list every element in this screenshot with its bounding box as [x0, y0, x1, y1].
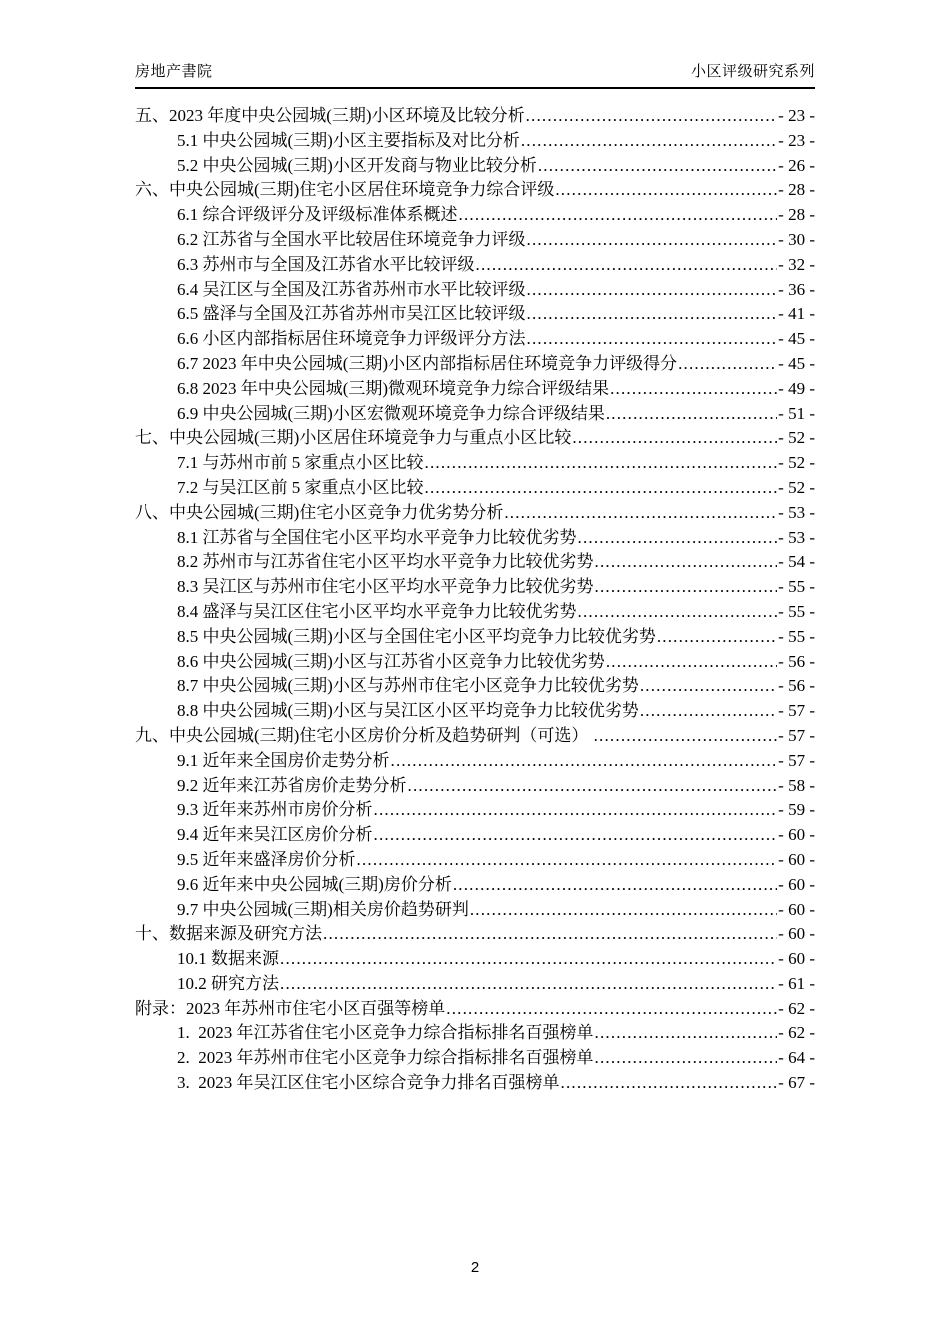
toc-entry-label: 6.8 2023 年中央公园城(三期)微观环境竞争力综合评级结果	[177, 378, 610, 398]
toc-leader-dots	[504, 501, 777, 526]
toc-entry-page: - 45 -	[778, 329, 815, 349]
toc-entry-page: - 55 -	[778, 601, 815, 621]
toc-entry[interactable]	[135, 674, 815, 699]
toc-leader-dots	[606, 650, 777, 675]
toc-leader-dots	[657, 625, 777, 650]
toc-leader-dots	[357, 848, 778, 873]
toc-entry-page: - 56 -	[778, 651, 815, 671]
toc-entry-page: - 30 -	[778, 229, 815, 249]
toc-leader-dots	[527, 302, 778, 327]
toc-leader-dots	[610, 377, 777, 402]
toc-entry-page: - 52 -	[778, 453, 815, 473]
toc-entry[interactable]	[135, 352, 815, 377]
toc-entry-page: - 60 -	[778, 874, 815, 894]
toc-entry-page: - 54 -	[778, 552, 815, 572]
toc-entry-page: - 62 -	[778, 1023, 815, 1043]
header-left-text: 房地产書院	[135, 64, 213, 80]
toc-leader-dots	[561, 1071, 778, 1096]
toc-leader-dots	[446, 997, 777, 1022]
toc-entry-label: 10.2 研究方法	[177, 973, 279, 993]
toc-entry-label: 6.9 中央公园城(三期)小区宏微观环境竞争力综合评级结果	[177, 403, 605, 423]
toc-entry[interactable]	[135, 1046, 815, 1071]
toc-entry-label: 8.7 中央公园城(三期)小区与苏州市住宅小区竞争力比较优劣势	[177, 676, 639, 696]
toc-leader-dots	[527, 327, 778, 352]
toc-entry[interactable]	[135, 501, 815, 526]
toc-entry[interactable]	[135, 898, 815, 923]
toc-entry[interactable]	[135, 228, 815, 253]
toc-entry-page: - 51 -	[778, 403, 815, 423]
toc-entry-label: 8.4 盛泽与吴江区住宅小区平均水平竞争力比较优劣势	[177, 601, 577, 621]
toc-entry-label: 9.4 近年来吴江区房价分析	[177, 825, 373, 845]
toc-entry-page: - 59 -	[778, 800, 815, 820]
toc-entry-page: - 53 -	[778, 502, 815, 522]
table-of-contents	[135, 104, 815, 1096]
toc-leader-dots	[323, 922, 777, 947]
toc-entry[interactable]	[135, 302, 815, 327]
toc-entry-page: - 57 -	[778, 725, 815, 745]
toc-entry-page: - 45 -	[778, 353, 815, 373]
toc-entry[interactable]	[135, 451, 815, 476]
toc-entry[interactable]	[135, 724, 815, 749]
toc-entry-label: 8.8 中央公园城(三期)小区与吴江区小区平均竞争力比较优劣势	[177, 701, 639, 721]
toc-entry[interactable]	[135, 550, 815, 575]
toc-entry-label: 6.1 综合评级评分及评级标准体系概述	[177, 205, 458, 225]
toc-entry-label: 10.1 数据来源	[177, 949, 279, 969]
toc-entry-page: - 60 -	[778, 949, 815, 969]
toc-entry[interactable]	[135, 774, 815, 799]
toc-entry-label: 6.6 小区内部指标居住环境竞争力评级评分方法	[177, 329, 526, 349]
toc-entry-label: 六、中央公园城(三期)住宅小区居住环境竞争力综合评级	[135, 180, 555, 200]
toc-entry-label: 9.1 近年来全国房价走势分析	[177, 750, 390, 770]
toc-entry-page: - 57 -	[778, 701, 815, 721]
toc-leader-dots	[521, 129, 777, 154]
toc-entry[interactable]	[135, 203, 815, 228]
toc-entry[interactable]	[135, 1021, 815, 1046]
toc-leader-dots	[280, 947, 777, 972]
toc-entry-label: 九、中央公园城(三期)住宅小区房价分析及趋势研判（可选）	[135, 725, 593, 745]
toc-entry-page: - 26 -	[778, 155, 815, 175]
toc-entry[interactable]	[135, 104, 815, 129]
toc-leader-dots	[470, 898, 777, 923]
toc-leader-dots	[595, 550, 778, 575]
toc-leader-dots	[476, 253, 778, 278]
toc-entry-page: - 57 -	[778, 750, 815, 770]
toc-entry-page: - 28 -	[778, 180, 815, 200]
toc-entry[interactable]	[135, 526, 815, 551]
toc-entry-label: 1. 2023 年江苏省住宅小区竞争力综合指标排名百强榜单	[177, 1023, 594, 1043]
header-right-text: 小区评级研究系列	[690, 64, 815, 80]
toc-entry[interactable]	[135, 1071, 815, 1096]
toc-leader-dots	[595, 1046, 778, 1071]
toc-entry-page: - 58 -	[778, 775, 815, 795]
toc-entry-page: - 64 -	[778, 1048, 815, 1068]
toc-entry-page: - 49 -	[778, 378, 815, 398]
toc-entry[interactable]	[135, 402, 815, 427]
toc-entry[interactable]	[135, 426, 815, 451]
toc-leader-dots	[595, 1021, 778, 1046]
toc-entry[interactable]	[135, 154, 815, 179]
header-divider-line	[135, 87, 815, 89]
toc-entry-label: 七、中央公园城(三期)小区居住环境竞争力与重点小区比较	[135, 428, 572, 448]
toc-entry-label: 2. 2023 年苏州市住宅小区竞争力综合指标排名百强榜单	[177, 1048, 594, 1068]
toc-leader-dots	[678, 352, 777, 377]
toc-leader-dots	[594, 724, 778, 749]
toc-entry-label: 6.2 江苏省与全国水平比较居住环境竞争力评级	[177, 229, 526, 249]
toc-entry-page: - 60 -	[778, 825, 815, 845]
toc-entry-label: 9.5 近年来盛泽房价分析	[177, 849, 356, 869]
toc-entry[interactable]	[135, 476, 815, 501]
toc-entry[interactable]	[135, 873, 815, 898]
toc-entry-label: 附录：2023 年苏州市住宅小区百强等榜单	[135, 998, 446, 1018]
toc-entry-page: - 61 -	[778, 973, 815, 993]
toc-entry-page: - 23 -	[778, 130, 815, 150]
toc-leader-dots	[280, 972, 777, 997]
toc-entry[interactable]	[135, 129, 815, 154]
toc-entry[interactable]	[135, 997, 815, 1022]
toc-entry[interactable]	[135, 278, 815, 303]
toc-entry-label: 3. 2023 年吴江区住宅小区综合竞争力排名百强榜单	[177, 1073, 560, 1093]
toc-entry-label: 7.1 与苏州市前 5 家重点小区比较	[177, 453, 424, 473]
toc-leader-dots	[391, 749, 778, 774]
toc-entry-label: 五、2023 年度中央公园城(三期)小区环境及比较分析	[135, 106, 525, 125]
toc-entry-page: - 60 -	[778, 849, 815, 869]
toc-leader-dots	[572, 426, 777, 451]
toc-leader-dots	[453, 873, 777, 898]
toc-entry-page: - 67 -	[778, 1073, 815, 1093]
toc-leader-dots	[526, 104, 778, 129]
toc-entry[interactable]	[135, 749, 815, 774]
toc-entry-label: 八、中央公园城(三期)住宅小区竞争力优劣势分析	[135, 502, 504, 522]
toc-entry-label: 6.3 苏州市与全国及江苏省水平比较评级	[177, 254, 475, 274]
toc-entry[interactable]	[135, 650, 815, 675]
toc-leader-dots	[640, 674, 777, 699]
toc-entry-label: 7.2 与吴江区前 5 家重点小区比较	[177, 477, 424, 497]
toc-entry-page: - 53 -	[778, 527, 815, 547]
toc-entry[interactable]	[135, 972, 815, 997]
page-footer	[0, 1259, 950, 1276]
toc-entry[interactable]	[135, 575, 815, 600]
toc-entry-label: 9.3 近年来苏州市房价分析	[177, 800, 373, 820]
toc-entry[interactable]	[135, 823, 815, 848]
toc-leader-dots	[555, 178, 777, 203]
footer-page-number: 2	[470, 1259, 480, 1276]
toc-entry[interactable]	[135, 922, 815, 947]
toc-entry-label: 5.1 中央公园城(三期)小区主要指标及对比分析	[177, 130, 520, 150]
toc-leader-dots	[578, 600, 778, 625]
toc-leader-dots	[374, 798, 778, 823]
toc-entry-page: - 62 -	[778, 998, 815, 1018]
toc-entry-page: - 32 -	[778, 254, 815, 274]
toc-entry[interactable]	[135, 600, 815, 625]
toc-entry-page: - 56 -	[778, 676, 815, 696]
toc-entry-label: 9.2 近年来江苏省房价走势分析	[177, 775, 407, 795]
toc-entry[interactable]	[135, 377, 815, 402]
toc-leader-dots	[578, 526, 778, 551]
toc-leader-dots	[374, 823, 778, 848]
toc-entry[interactable]	[135, 327, 815, 352]
toc-entry-label: 9.6 近年来中央公园城(三期)房价分析	[177, 874, 452, 894]
toc-leader-dots	[527, 228, 778, 253]
toc-entry-page: - 23 -	[778, 106, 815, 125]
toc-leader-dots	[538, 154, 777, 179]
toc-entry-page: - 52 -	[778, 477, 815, 497]
toc-entry-label: 9.7 中央公园城(三期)相关房价趋势研判	[177, 899, 469, 919]
toc-entry-page: - 55 -	[778, 626, 815, 646]
toc-entry-label: 6.7 2023 年中央公园城(三期)小区内部指标居住环境竞争力评级得分	[177, 353, 678, 373]
toc-entry-label: 8.5 中央公园城(三期)小区与全国住宅小区平均竞争力比较优劣势	[177, 626, 656, 646]
toc-entry-label: 8.3 吴江区与苏州市住宅小区平均水平竞争力比较优劣势	[177, 577, 594, 597]
toc-entry[interactable]	[135, 848, 815, 873]
toc-entry-label: 5.2 中央公园城(三期)小区开发商与物业比较分析	[177, 155, 537, 175]
toc-entry-label: 6.5 盛泽与全国及江苏省苏州市吴江区比较评级	[177, 304, 526, 324]
toc-entry-label: 十、数据来源及研究方法	[135, 924, 322, 944]
toc-leader-dots	[527, 278, 778, 303]
toc-entry-label: 8.2 苏州市与江苏省住宅小区平均水平竞争力比较优劣势	[177, 552, 594, 572]
toc-entry-page: - 52 -	[778, 428, 815, 448]
toc-entry-label: 8.1 江苏省与全国住宅小区平均水平竞争力比较优劣势	[177, 527, 577, 547]
toc-leader-dots	[425, 451, 778, 476]
toc-entry-page: - 55 -	[778, 577, 815, 597]
toc-leader-dots	[425, 476, 778, 501]
toc-entry-page: - 28 -	[778, 205, 815, 225]
toc-entry-page: - 36 -	[778, 279, 815, 299]
toc-entry-label: 8.6 中央公园城(三期)小区与江苏省小区竞争力比较优劣势	[177, 651, 605, 671]
toc-entry[interactable]	[135, 699, 815, 724]
toc-entry-page: - 60 -	[778, 924, 815, 944]
toc-entry[interactable]	[135, 625, 815, 650]
toc-leader-dots	[606, 402, 777, 427]
toc-leader-dots	[459, 203, 778, 228]
toc-entry[interactable]	[135, 947, 815, 972]
toc-entry-label: 6.4 吴江区与全国及江苏省苏州市水平比较评级	[177, 279, 526, 299]
page-header	[135, 62, 815, 82]
toc-entry[interactable]	[135, 798, 815, 823]
toc-entry[interactable]	[135, 253, 815, 278]
toc-leader-dots	[408, 774, 778, 799]
toc-entry[interactable]	[135, 178, 815, 203]
toc-leader-dots	[640, 699, 777, 724]
toc-entry-page: - 60 -	[778, 899, 815, 919]
toc-entry-page: - 41 -	[778, 304, 815, 324]
toc-leader-dots	[595, 575, 778, 600]
